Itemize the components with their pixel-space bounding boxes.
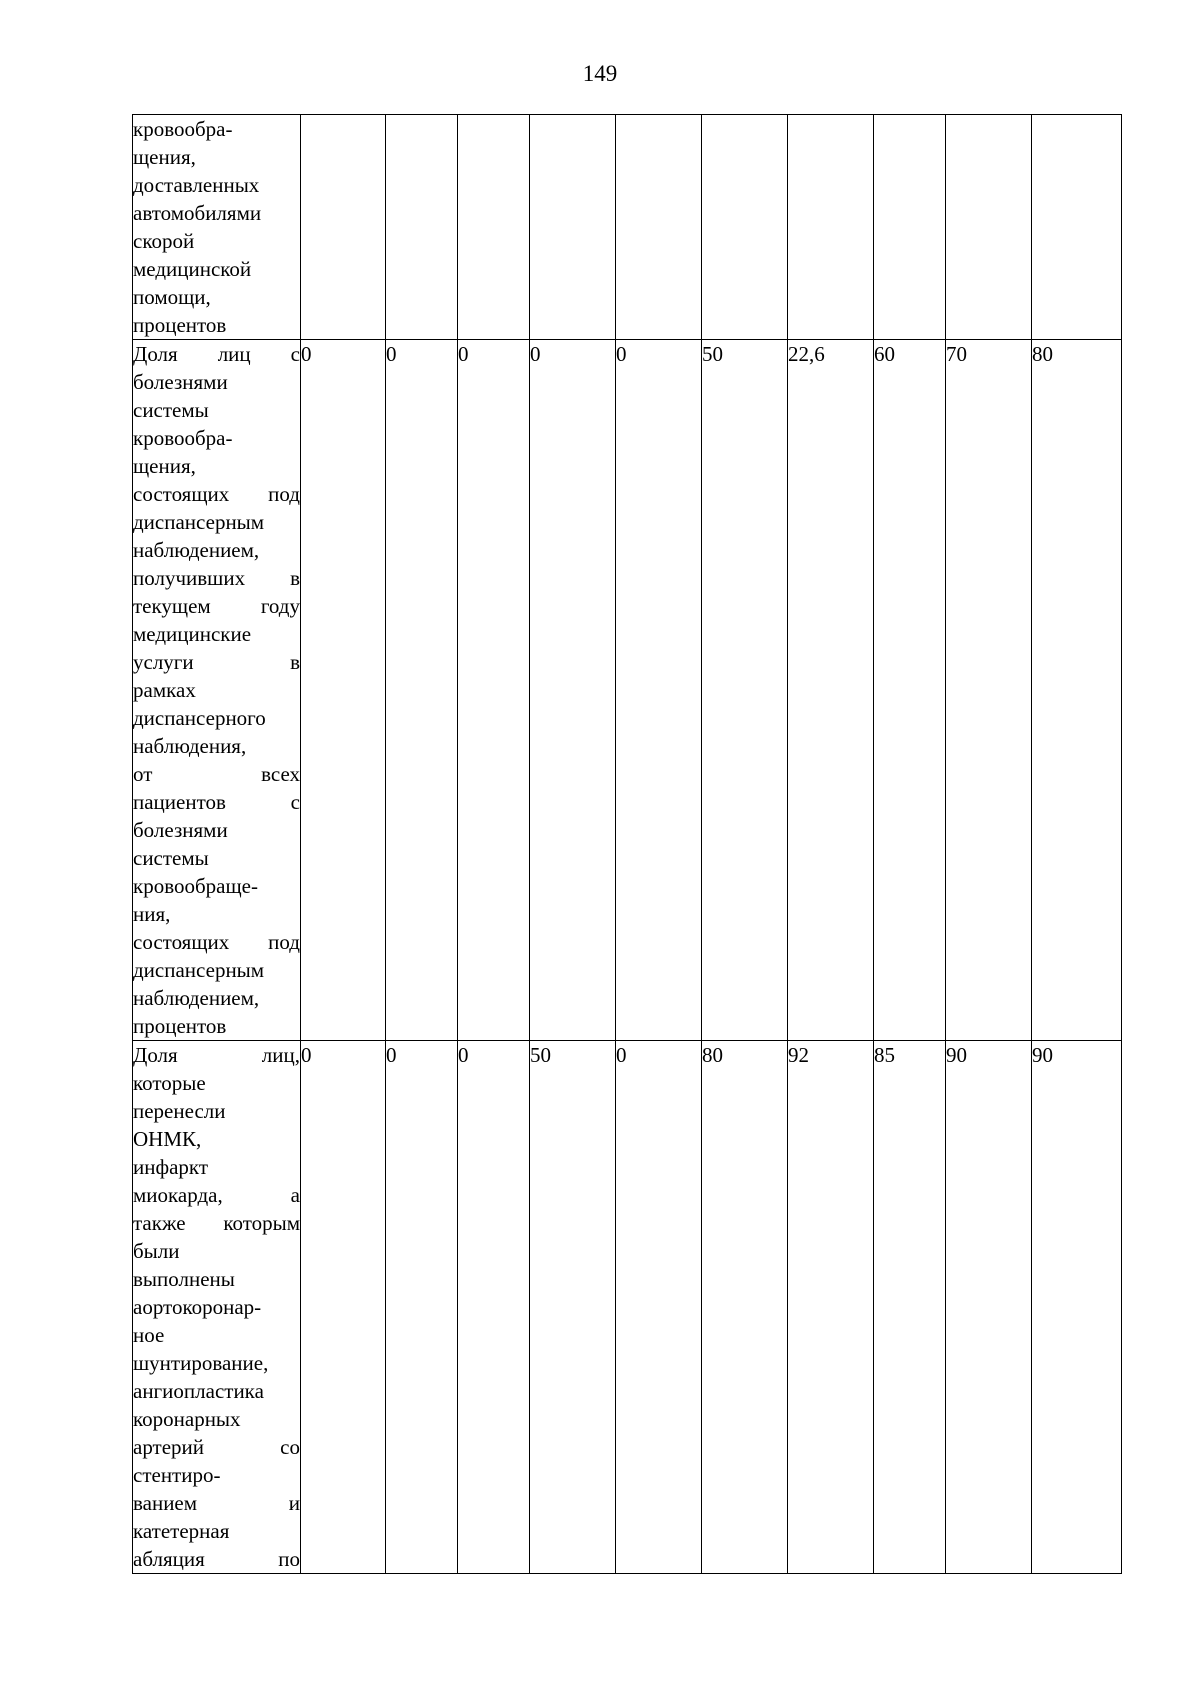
- label-line: получивших в: [133, 566, 300, 590]
- label-line: от всех: [133, 762, 300, 786]
- label-line: текущем году: [133, 594, 300, 618]
- value-cell: [616, 115, 702, 340]
- label-line: системы: [133, 846, 209, 870]
- value-cell: 90: [1032, 1041, 1122, 1574]
- label-line: Доля лиц,: [133, 1043, 300, 1067]
- indicator-label-cell: [133, 115, 301, 340]
- value-cell: 50: [530, 1041, 616, 1574]
- label-line: катетерная: [133, 1519, 230, 1543]
- value-cell: 85: [874, 1041, 946, 1574]
- label-line: процентов: [133, 313, 227, 337]
- table-row: [133, 340, 1122, 1041]
- label-line: Доля лиц с: [133, 342, 300, 366]
- value-cell: 0: [616, 1041, 702, 1574]
- label-line: автомобилями: [133, 201, 262, 225]
- label-line: скорой: [133, 229, 195, 253]
- value-cell: [458, 115, 530, 340]
- indicator-label-cell: [133, 340, 301, 1041]
- label-line: наблюдением,: [133, 538, 260, 562]
- label-line: ОНМК,: [133, 1127, 202, 1151]
- label-line: состоящих под: [133, 930, 300, 954]
- value-cell: 60: [874, 340, 946, 1041]
- label-line: ангиопластика: [133, 1379, 264, 1403]
- label-line: щения,: [133, 145, 196, 169]
- label-line: миокарда, а: [133, 1183, 300, 1207]
- label-line: были: [133, 1239, 180, 1263]
- label-line: медицинской: [133, 257, 252, 281]
- value-cell: [530, 115, 616, 340]
- indicator-label-cell: [133, 1041, 301, 1574]
- label-line: наблюдением,: [133, 986, 260, 1010]
- value-cell: 92: [788, 1041, 874, 1574]
- label-line: диспансерным: [133, 510, 265, 534]
- value-cell: [946, 115, 1032, 340]
- value-cell: 0: [386, 340, 458, 1041]
- label-line: шунтирование,: [133, 1351, 269, 1375]
- label-line: кровообраще-: [133, 874, 258, 898]
- label-line: также которым: [133, 1211, 300, 1235]
- label-line: инфаркт: [133, 1155, 209, 1179]
- value-cell: [788, 115, 874, 340]
- label-line: доставленных: [133, 173, 260, 197]
- label-line: диспансерным: [133, 958, 265, 982]
- label-line: ное: [133, 1323, 165, 1347]
- value-cell: [1032, 115, 1122, 340]
- label-line: услуги в: [133, 650, 300, 674]
- value-cell: 0: [386, 1041, 458, 1574]
- label-line: выполнены: [133, 1267, 235, 1291]
- label-line: коронарных: [133, 1407, 241, 1431]
- value-cell: 0: [301, 1041, 386, 1574]
- value-cell: 80: [702, 1041, 788, 1574]
- table-row: [133, 115, 1122, 340]
- label-line: рамках: [133, 678, 196, 702]
- label-line: болезнями: [133, 370, 228, 394]
- label-line: процентов: [133, 1014, 227, 1038]
- label-line: диспансерного: [133, 706, 266, 730]
- value-cell: [386, 115, 458, 340]
- value-cell: 70: [946, 340, 1032, 1041]
- value-cell: [874, 115, 946, 340]
- page-number: 149: [582, 61, 618, 86]
- label-line: щения,: [133, 454, 196, 478]
- value-cell: 80: [1032, 340, 1122, 1041]
- table-row: [133, 1041, 1122, 1574]
- value-cell: 50: [702, 340, 788, 1041]
- label-line: которые: [133, 1071, 206, 1095]
- label-line: аортокоронар-: [133, 1295, 262, 1319]
- label-line: пациентов с: [133, 790, 300, 814]
- value-cell: 90: [946, 1041, 1032, 1574]
- value-cell: 22,6: [788, 340, 874, 1041]
- value-cell: [702, 115, 788, 340]
- value-cell: 0: [616, 340, 702, 1041]
- value-cell: 0: [530, 340, 616, 1041]
- label-line: медицинские: [133, 622, 252, 646]
- label-line: стентиро-: [133, 1463, 221, 1487]
- value-cell: [301, 115, 386, 340]
- label-line: ванием и: [133, 1491, 300, 1515]
- label-line: болезнями: [133, 818, 228, 842]
- label-line: абляция по: [133, 1547, 300, 1571]
- label-line: кровообра-: [133, 117, 233, 141]
- label-line: состоящих под: [133, 482, 300, 506]
- label-line: помощи,: [133, 285, 211, 309]
- value-cell: 0: [458, 340, 530, 1041]
- label-line: ния,: [133, 902, 171, 926]
- value-cell: 0: [458, 1041, 530, 1574]
- label-line: перенесли: [133, 1099, 226, 1123]
- indicator-table: [132, 114, 1122, 1574]
- label-line: наблюдения,: [133, 734, 247, 758]
- label-line: системы: [133, 398, 209, 422]
- value-cell: 0: [301, 340, 386, 1041]
- label-line: кровообра-: [133, 426, 233, 450]
- label-line: артерий со: [133, 1435, 300, 1459]
